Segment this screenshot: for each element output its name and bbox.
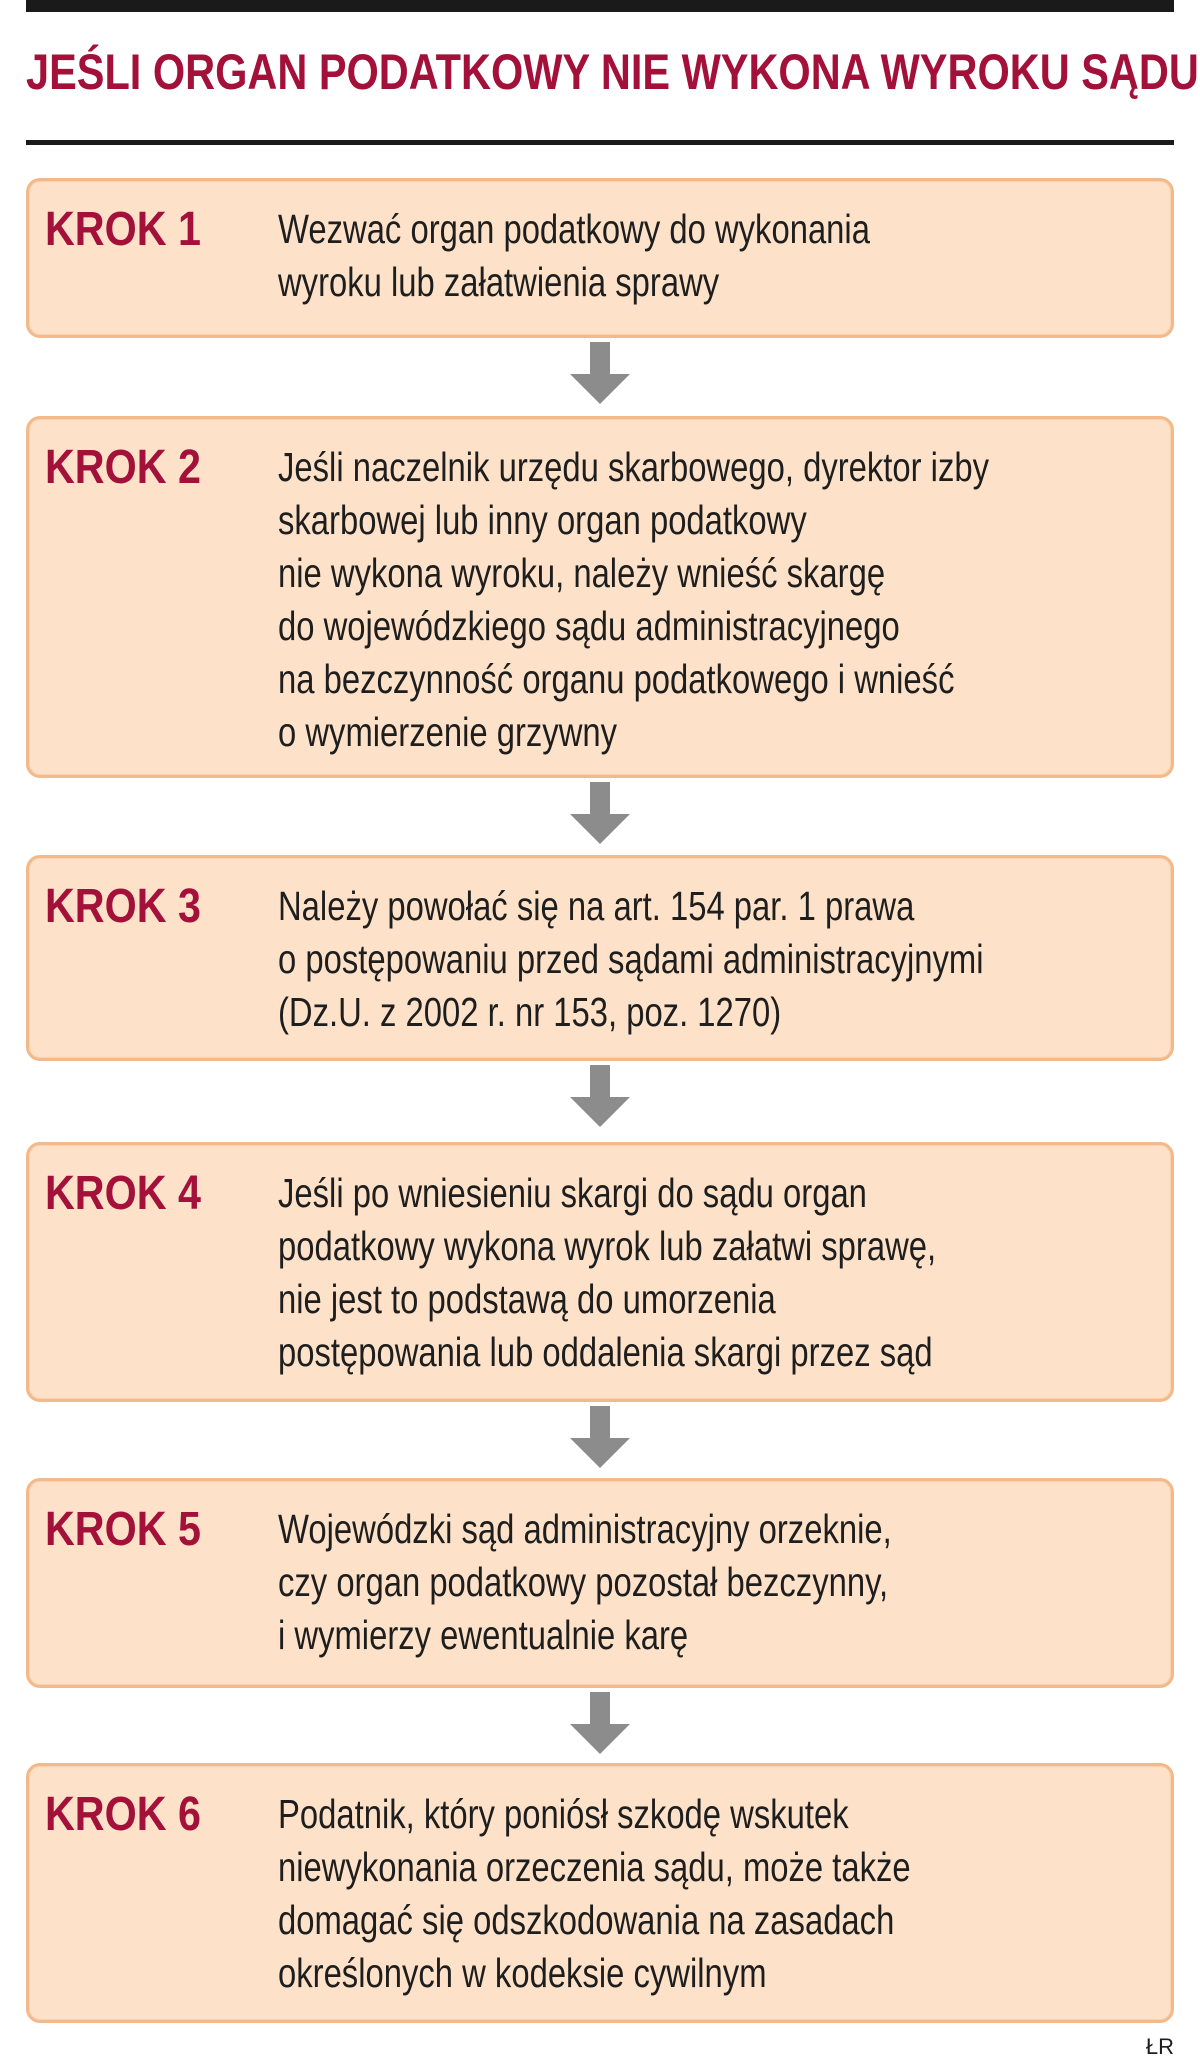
infographic-title: JEŚLI ORGAN PODATKOWY NIE WYKONA WYROKU SĄDU [26,44,1199,100]
author-credit: ŁR [1145,2034,1174,2059]
step-box-2 [26,416,1174,778]
step-text-6: Podatnik, który poniósł szkodę wskutek niewykonania orzeczenia sądu, może także domagać się odszkodowania na zasadach określonych w kodeksie cywilnym [278,1791,911,1996]
step-box-6 [26,1763,1174,2023]
title-rule [26,140,1174,145]
step-label-2: KROK 2 [45,441,201,494]
step-label-4: KROK 4 [45,1167,201,1220]
down-arrow-icon [564,1402,636,1472]
down-arrow-icon [564,778,636,848]
step-box-1 [26,178,1174,338]
step-label-6: KROK 6 [45,1788,201,1841]
top-rule [26,0,1174,12]
step-text-5: Wojewódzki sąd administracyjny orzeknie, czy organ podatkowy pozostał bezczynny, i wymierzy ewentualnie karę [278,1506,892,1658]
step-box-4 [26,1142,1174,1402]
down-arrow-icon [564,1688,636,1758]
step-box-3 [26,855,1174,1061]
step-text-3: Należy powołać się na art. 154 par. 1 prawa o postępowaniu przed sądami administracyjnymi (Dz.U. z 2002 r. nr 153, poz. 1270) [278,883,984,1035]
step-text-4: Jeśli po wniesieniu skargi do sądu organ podatkowy wykona wyrok lub załatwi sprawę, nie jest to podstawą do umorzenia postępowania lub oddalenia skargi przez sąd [278,1170,937,1375]
step-label-5: KROK 5 [45,1503,201,1556]
step-text-2: Jeśli naczelnik urzędu skarbowego, dyrektor izby skarbowej lub inny organ podatkowy nie wykona wyroku, należy wnieść skargę do wojewódzkiego sądu administracyjnego na bezczynność organu podatkowego i wnieść o wymierzenie grzywny [278,444,989,755]
step-text-1: Wezwać organ podatkowy do wykonania wyroku lub załatwienia sprawy [278,206,870,305]
step-label-1: KROK 1 [45,203,201,256]
step-box-5 [26,1478,1174,1688]
down-arrow-icon [564,338,636,408]
down-arrow-icon [564,1061,636,1131]
step-label-3: KROK 3 [45,880,201,933]
